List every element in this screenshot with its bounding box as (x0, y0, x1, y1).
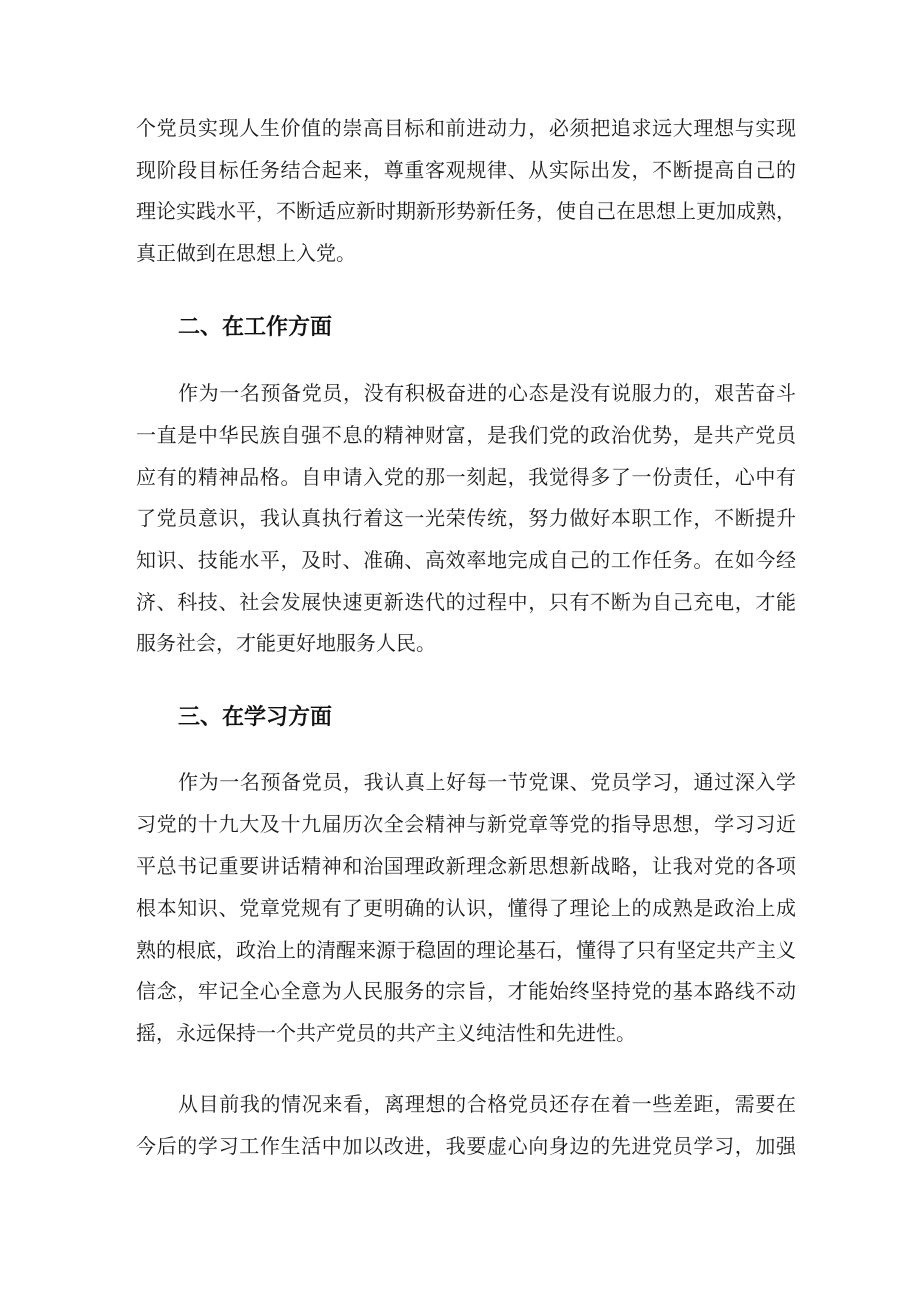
section-3-line-5: 熟的根底，政治上的清醒来源于稳固的理论基石，懂得了只有坚定共产主义 (136, 938, 796, 962)
paragraph-1-line-2: 现阶段目标任务结合起来，尊重客观规律、从实际出发，不断提高自己的 (136, 158, 796, 182)
section-3-line-6: 信念，牢记全心全意为人民服务的宗旨，才能始终坚持党的基本路线不动 (136, 979, 796, 1003)
paragraph-4-line-1: 从目前我的情况来看，离理想的合格党员还存在着一些差距，需要在 (178, 1092, 796, 1116)
section-2-line-5: 知识、技能水平，及时、准确、高效率地完成自己的工作任务。在如今经 (136, 548, 796, 572)
section-2-line-4: 了党员意识，我认真执行着这一光荣传统，努力做好本职工作，不断提升 (136, 506, 796, 530)
section-2-line-2: 一直是中华民族自强不息的精神财富，是我们党的政治优势，是共产党员 (136, 423, 796, 447)
section-3-line-7: 摇，永远保持一个共产党员的共产主义纯洁性和先进性。 (136, 1021, 636, 1045)
section-2-line-1: 作为一名预备党员，没有积极奋进的心态是没有说服力的，艰苦奋斗 (178, 381, 796, 405)
section-3-line-2: 习党的十九大及十九届历次全会精神与新党章等党的指导思想，学习习近 (136, 812, 796, 836)
section-3-line-1: 作为一名预备党员，我认真上好每一节党课、党员学习，通过深入学 (178, 770, 796, 794)
paragraph-1-line-4: 真正做到在思想上入党。 (136, 241, 356, 265)
paragraph-1-line-3: 理论实践水平，不断适应新时期新形势新任务，使自己在思想上更加成熟， (136, 199, 796, 223)
section-2-line-3: 应有的精神品格。自申请入党的那一刻起，我觉得多了一份责任，心中有 (136, 465, 796, 489)
paragraph-1-line-1: 个党员实现人生价值的崇高目标和前进动力，必须把追求远大理想与实现 (136, 116, 796, 140)
paragraph-4-line-2: 今后的学习工作生活中加以改进，我要虚心向身边的先进党员学习，加强 (136, 1134, 796, 1158)
section-3-line-4: 根本知识、党章党规有了更明确的认识，懂得了理论上的成熟是政治上成 (136, 896, 796, 920)
section-2-line-7: 服务社会，才能更好地服务人民。 (136, 631, 436, 655)
section-2-heading: 二、在工作方面 (178, 315, 333, 340)
section-3-line-3: 平总书记重要讲话精神和治国理政新理念新思想新战略，让我对党的各项 (136, 854, 796, 878)
section-3-heading: 三、在学习方面 (178, 705, 333, 730)
section-2-line-6: 济、科技、社会发展快速更新迭代的过程中，只有不断为自己充电，才能 (136, 590, 796, 614)
